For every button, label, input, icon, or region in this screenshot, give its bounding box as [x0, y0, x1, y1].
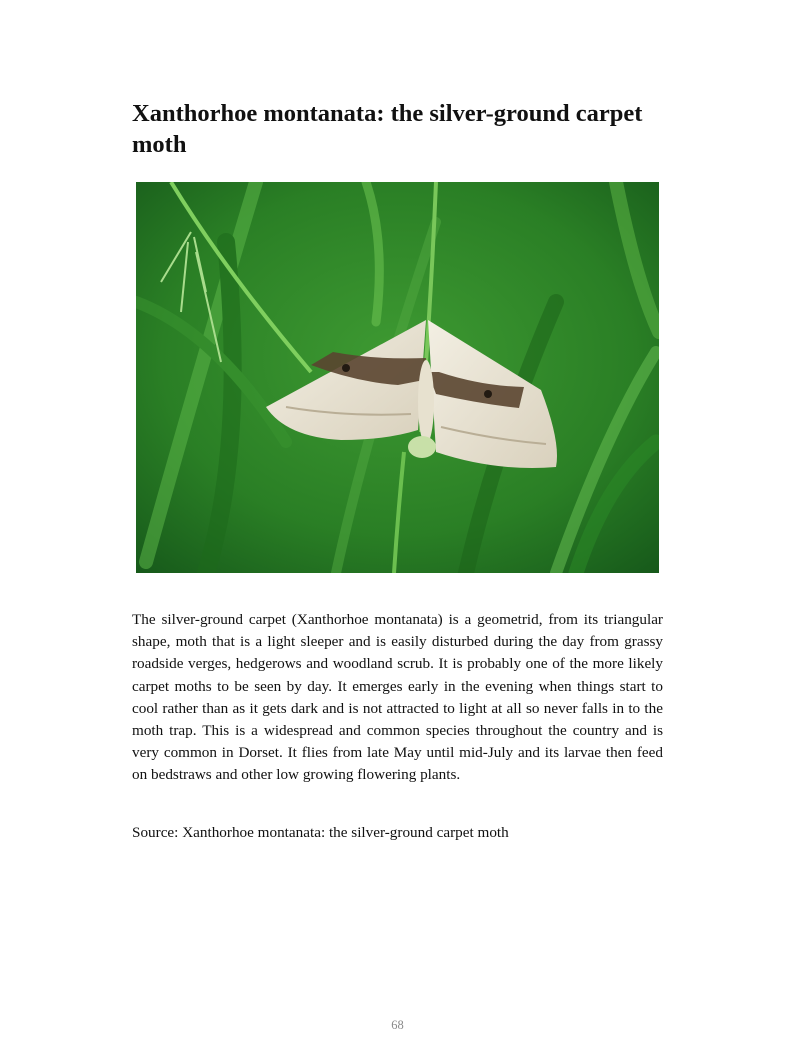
page-title: Xanthorhoe montanata: the silver-ground carpet moth: [132, 100, 643, 158]
moth-photo: [136, 182, 659, 573]
source-line: Source: Xanthorhoe montanata: the silver-ground carpet moth: [132, 824, 509, 841]
article-body: The silver-ground carpet (Xanthorhoe montanata) is a geometrid, from its triangular shape, moth that is a light sleeper and is easily disturbed during the day from grassy roadside verges, hedgerows and woodland scrub. It is probably one of the more likely carpet moths to be seen by day. It emerges early in the evening when things start to cool rather than as it gets dark and is not attracted to light at all so never falls in to the moth trap. This is a widespread and common species throughout the country and is very common in Dorset. It flies from late May until mid-July and its larvae then feed on bedstraws and other low growing flowering plants.: [132, 611, 663, 784]
page-number: 68: [391, 1018, 404, 1032]
